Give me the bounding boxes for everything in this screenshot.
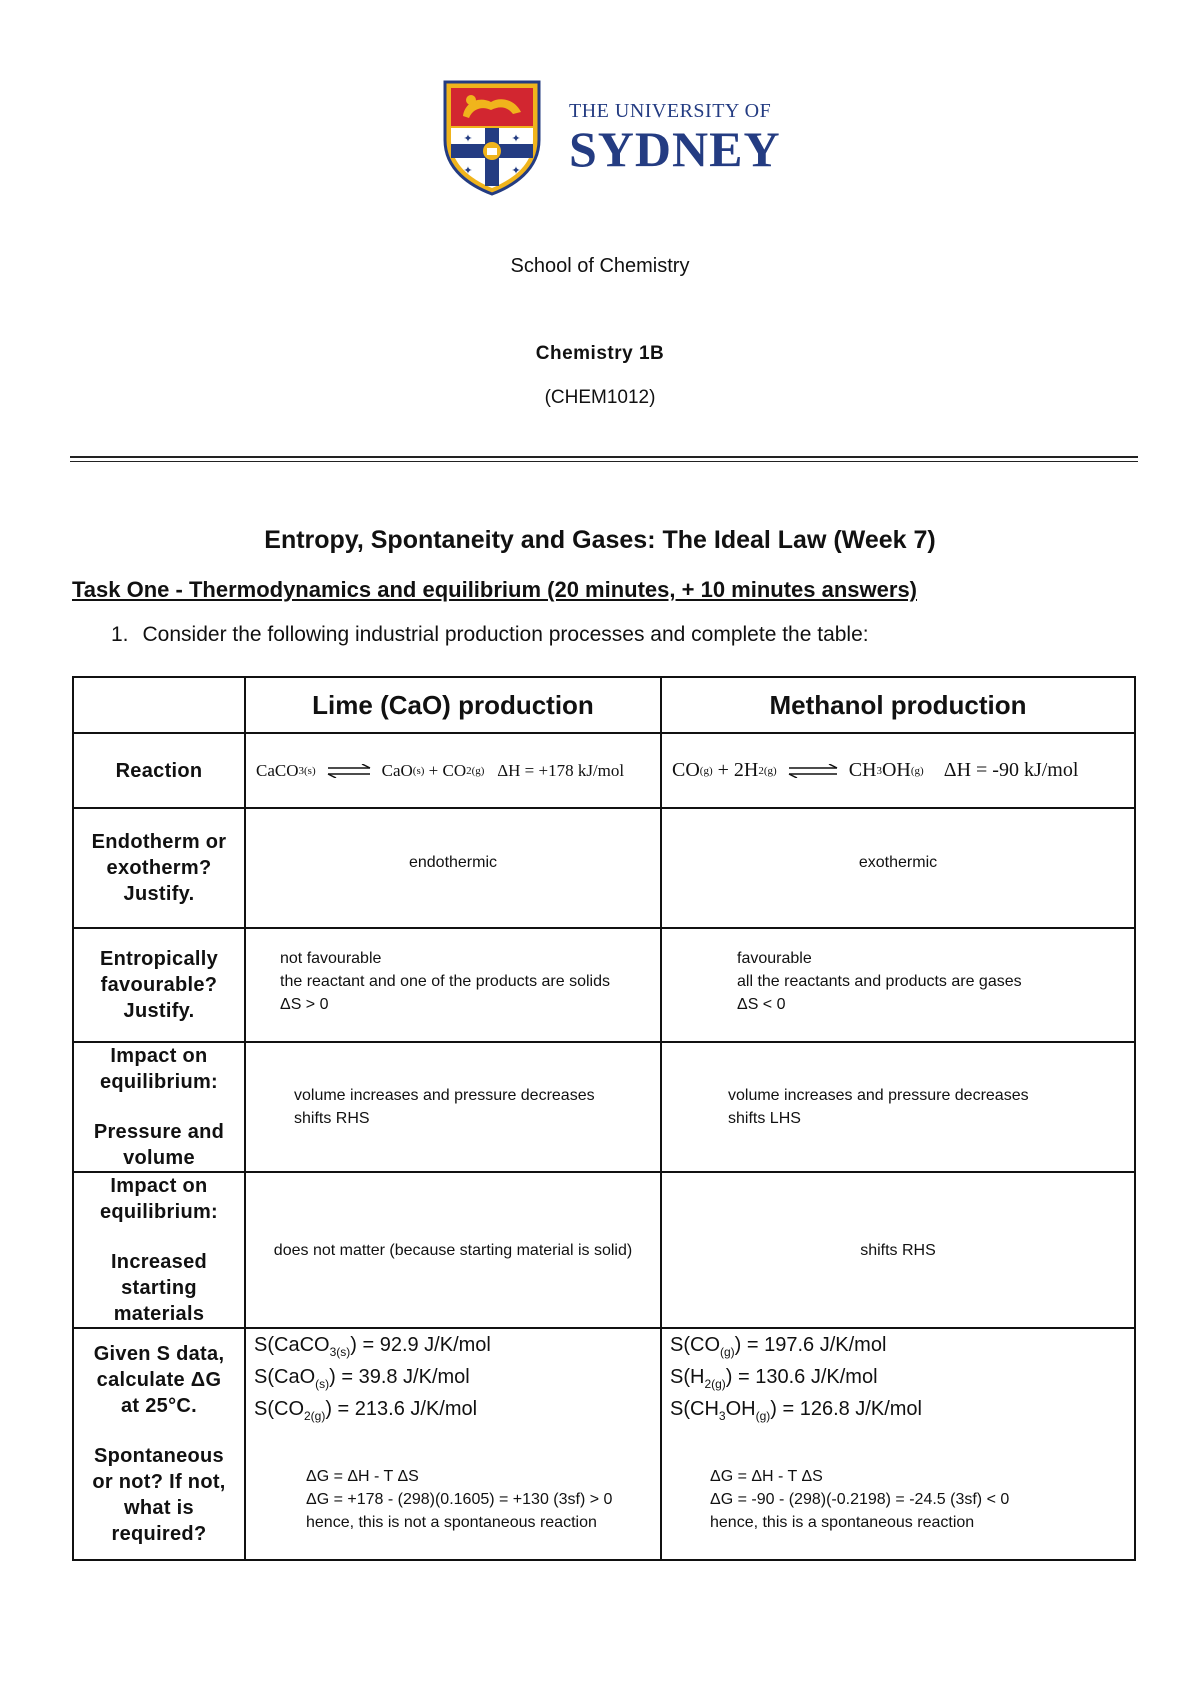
entropy-methanol: favourable all the reactants and products are gases ΔS < 0 (661, 928, 1135, 1042)
row-label-pressure: Impact on equilibrium: Pressure and volume (73, 1042, 245, 1172)
endo-methanol: exothermic (661, 808, 1135, 928)
gibbs-calculation: ΔG = ΔH - T ΔS ΔG = -90 - (298)(-0.2198) = -24.5 (3sf) < 0 hence, this is a spontaneous reaction (710, 1468, 1010, 1531)
course-name: Chemistry 1B (535, 343, 665, 364)
equilibrium-arrow-icon (326, 764, 372, 778)
divider (70, 456, 1138, 458)
svg-text:✦: ✦ (463, 132, 473, 145)
crest-icon (441, 78, 543, 196)
endo-lime: endothermic (245, 808, 661, 928)
enthalpy: ΔH = +178 kJ/mol (497, 760, 625, 780)
table-row (73, 733, 1135, 808)
university-name-line2: SYDNEY (569, 121, 781, 177)
page-title: Entropy, Spontaneity and Gases: The Ideal Law (Week 7) (264, 526, 936, 554)
gibbs-calculation: ΔG = ΔH - T ΔS ΔG = +178 - (298)(0.1605) = +130 (3sf) > 0 hence, this is not a spontaneous reaction (306, 1468, 613, 1531)
university-logo (441, 78, 781, 196)
table-row (73, 1042, 1135, 1172)
column-header-lime: Lime (CaO) production (245, 677, 661, 733)
row-label-entropy: Entropically favourable? Justify. (73, 928, 245, 1042)
table-header-row (73, 677, 1135, 733)
svg-text:✦: ✦ (511, 132, 521, 145)
reactant: CO (672, 759, 700, 781)
table-row (73, 1172, 1135, 1328)
pressure-methanol: volume increases and pressure decreases shifts LHS (661, 1042, 1135, 1172)
question-number: 1. (111, 623, 129, 646)
table-corner-cell (73, 677, 245, 733)
question-text: Consider the following industrial production processes and complete the table: (142, 623, 869, 646)
gibbs-methanol (661, 1328, 1135, 1560)
svg-text:✦: ✦ (511, 164, 521, 177)
starting-lime: does not matter (because starting material is solid) (245, 1172, 661, 1328)
divider (70, 461, 1138, 462)
pressure-lime: volume increases and pressure decreases shifts RHS (245, 1042, 661, 1172)
reaction-lime: CaCO 3(s) CaO (s) + CO 2(g) ΔH = +178 kJ/mol (245, 733, 661, 808)
school-name: School of Chemistry (510, 255, 690, 277)
enthalpy: ΔH = -90 kJ/mol (943, 759, 1079, 781)
starting-methanol: shifts RHS (661, 1172, 1135, 1328)
table-row (73, 1328, 1135, 1560)
row-label-endo: Endotherm or exotherm? Justify. (73, 808, 245, 928)
svg-text:✦: ✦ (463, 164, 473, 177)
table-row (73, 808, 1135, 928)
equilibrium-arrow-icon (787, 764, 839, 778)
product: CaO (381, 760, 413, 780)
question (111, 623, 869, 647)
gibbs-lime (245, 1328, 661, 1560)
entropy-lime: not favourable the reactant and one of the products are solids ΔS > 0 (245, 928, 661, 1042)
university-name (569, 100, 781, 177)
reactant: 2H (733, 759, 759, 781)
table-row (73, 928, 1135, 1042)
university-name-line1: THE UNIVERSITY OF (569, 100, 772, 122)
row-label-starting: Impact on equilibrium: Increased starting materials (73, 1172, 245, 1328)
product: CH (848, 759, 877, 781)
product: CO (442, 760, 467, 780)
entropy-data: $S(CO_{(g)}) = 197.6$ J/K/mol $S(H_{2(g)}) = 130.6$ J/K/mol $S(CH_3OH_{(g)}) = 126.8$ J/K/mol (670, 1334, 922, 1423)
reaction-methanol: CO (g) + 2H 2(g) CH 3 OH (g) ΔH = -90 kJ/mol (661, 733, 1135, 808)
task-heading: Task One - Thermodynamics and equilibrium (20 minutes, + 10 minutes answers) (72, 577, 918, 602)
reactant: CaCO (256, 760, 299, 780)
entropy-data: S(CaCO$_{3(s)}$) = 92.9 J/K/mol S(CaO$_{(s)}$) = 39.8 J/K/mol $S(CO_{2(g)}) = 213.6$ J/K/mol (254, 1334, 491, 1423)
course-code: (CHEM1012) (544, 387, 656, 408)
process-table (72, 676, 1136, 1561)
row-label-gibbs: Given S data, calculate ΔG at 25°C. Spontaneous or not? If not, what is required? (73, 1328, 245, 1560)
row-label-reaction: Reaction (73, 733, 245, 808)
column-header-methanol: Methanol production (661, 677, 1135, 733)
